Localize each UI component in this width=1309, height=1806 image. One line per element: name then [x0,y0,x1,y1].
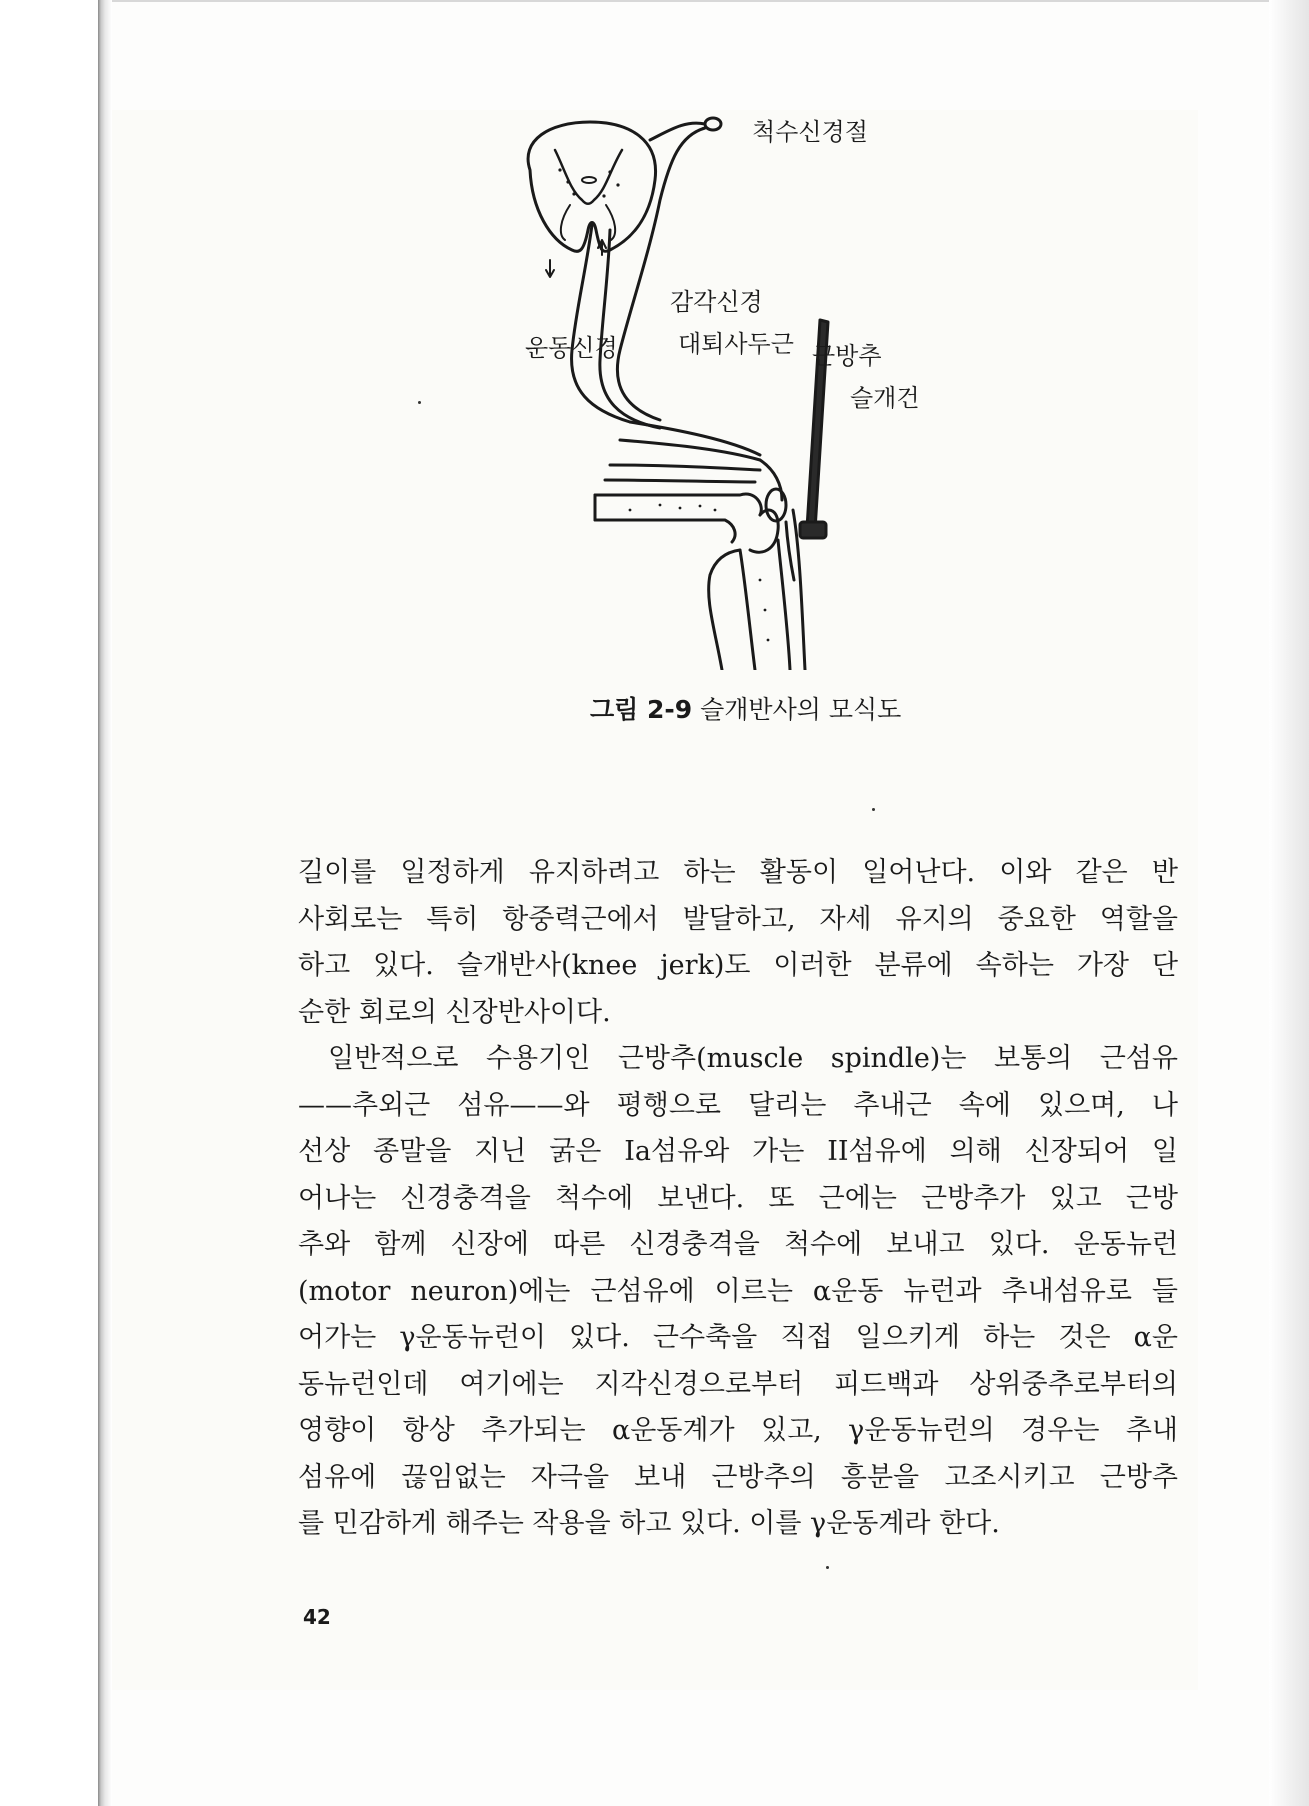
text-line: 선상 종말을 지닌 굵은 Ia섬유와 가는 II섬유에 의해 신장되어 일 [298,1136,1178,1167]
caption-number: 그림 2-9 [590,695,693,724]
text-line: 하고 있다. 슬개반사(knee jerk)도 이러한 분류에 속하는 가장 단 [298,950,1178,981]
text-line: (motor neuron)에는 근섬유에 이르는 α운동 뉴런과 추내섬유로 들 [298,1275,1178,1307]
knee-reflex-figure [510,110,980,670]
print-speck [872,808,875,811]
text-line: 를 민감하게 해주는 작용을 하고 있다. 이를 γ운동계라 한다. [298,1508,1000,1539]
print-speck [826,1566,829,1569]
quadriceps-label: 대퇴사두근 [678,330,794,358]
text-line: 어나는 신경충격을 척수에 보낸다. 또 근에는 근방추가 있고 근방 [298,1182,1178,1214]
page-number: 42 [303,1605,331,1629]
muscle-spindle-label: 근방추 [812,342,882,370]
right-page-edge [1269,0,1309,1806]
text-line: 사회로는 특히 항중력근에서 발달하고, 자세 유지의 중요한 역할을 [298,903,1178,935]
figure-caption [590,690,901,726]
left-margin [0,0,100,1806]
text-line: 길이를 일정하게 유지하려고 하는 활동이 일어난다. 이와 같은 반 [298,857,1178,888]
text-line: 추와 함께 신장에 따른 신경충격을 척수에 보내고 있다. 운동뉴런 [298,1229,1178,1260]
ganglion-label: 척수신경절 [752,118,868,146]
caption-text: 슬개반사의 모식도 [700,695,902,724]
sensory-nerve-label: 감각신경 [670,288,763,316]
paragraph-2 [298,1036,1178,1548]
patellar-tendon-label: 슬개건 [850,384,920,412]
text-line: 동뉴런인데 여기에는 지각신경으로부터 피드백과 상위중추로부터의 [298,1368,1178,1400]
body-text [298,850,1178,1548]
book-spine [98,0,112,1806]
text-line: 섬유에 끊임없는 자극을 보내 근방추의 흥분을 고조시키고 근방추 [298,1461,1178,1493]
text-line: 어가는 γ운동뉴런이 있다. 근수축을 직접 일으키게 하는 것은 α운 [298,1322,1178,1353]
text-line: 영향이 항상 추가되는 α운동계가 있고, γ운동뉴런의 경우는 추내 [298,1415,1178,1446]
text-line: ——추외근 섬유——와 평행으로 달리는 추내근 속에 있으며, 나 [298,1089,1178,1121]
paragraph-1 [298,850,1178,1036]
top-edge [112,0,1269,2]
print-speck [418,401,421,404]
text-line: 순한 회로의 신장반사이다. [298,996,611,1028]
motor-nerve-label: 운동신경 [525,334,618,362]
text-line: 일반적으로 수용기인 근방추(muscle spindle)는 보통의 근섬유 [328,1043,1178,1074]
